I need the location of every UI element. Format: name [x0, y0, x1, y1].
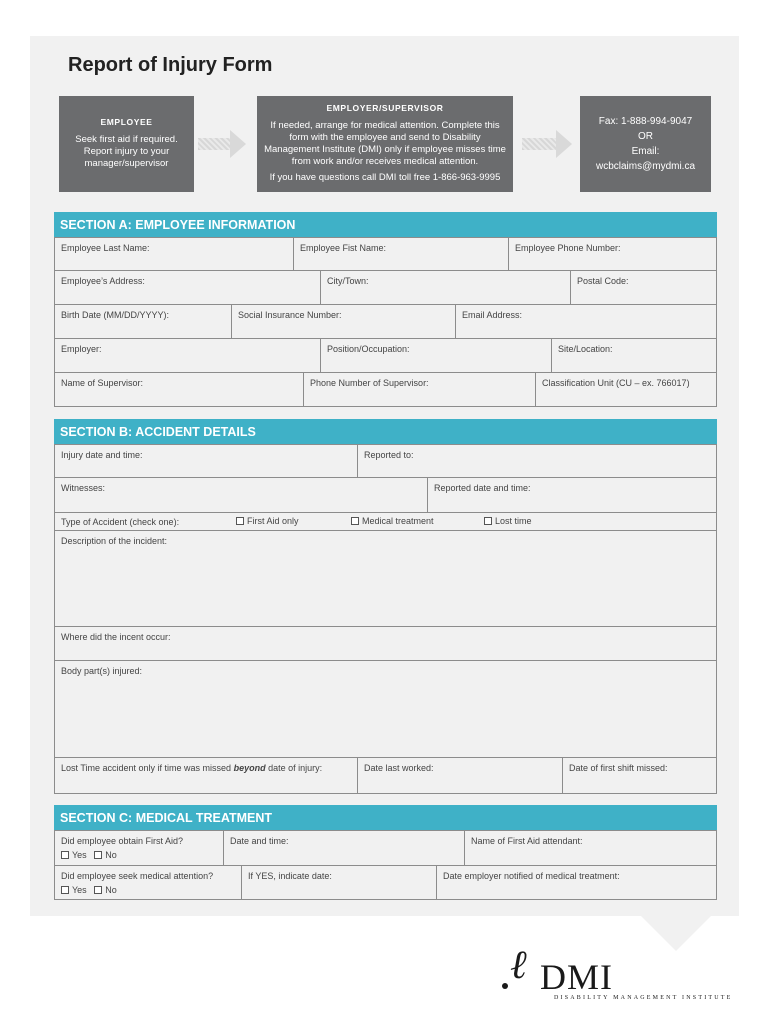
- section-b-heading: SECTION B: ACCIDENT DETAILS: [54, 419, 717, 444]
- employee-line: Report injury to your: [83, 146, 170, 157]
- first-shift-field[interactable]: Date of first shift missed:: [569, 763, 668, 773]
- injury-date-field[interactable]: Injury date and time:: [55, 445, 358, 477]
- section-a: [54, 212, 717, 407]
- form-row: [54, 305, 717, 339]
- employer-field[interactable]: Employer:: [55, 339, 321, 372]
- checkbox-icon[interactable]: [94, 886, 102, 894]
- checkbox-icon[interactable]: [94, 851, 102, 859]
- medical-yes-option[interactable]: Yes: [61, 885, 87, 895]
- section-a-heading: SECTION A: EMPLOYEE INFORMATION: [54, 212, 717, 237]
- email-field[interactable]: Email Address:: [462, 310, 523, 320]
- form-row: [54, 661, 717, 758]
- supervisor-heading: EMPLOYER/SUPERVISOR: [326, 103, 444, 113]
- checkbox-icon[interactable]: [236, 517, 244, 525]
- medical-date-field[interactable]: If YES, indicate date:: [242, 866, 437, 899]
- sin-field[interactable]: Social Insurance Number:: [232, 305, 456, 338]
- supervisor-line: If needed, arrange for medical attention. Complete this: [270, 120, 500, 131]
- email-label: Email:: [631, 146, 660, 157]
- employee-instructions-box: [59, 96, 194, 192]
- position-field[interactable]: Position/Occupation:: [321, 339, 552, 372]
- accident-type-label: Type of Accident (check one):: [61, 517, 180, 527]
- employee-heading: EMPLOYEE: [100, 117, 153, 127]
- form-row: [54, 478, 717, 513]
- first-aid-no-option[interactable]: No: [94, 850, 117, 860]
- supervisor-instructions-box: [257, 96, 513, 192]
- checkbox-icon[interactable]: [484, 517, 492, 525]
- right-arrow-icon: [522, 130, 574, 158]
- postal-code-field[interactable]: Postal Code:: [577, 276, 629, 286]
- form-row: [54, 513, 717, 531]
- form-row: [54, 627, 717, 661]
- supervisor-line: form with the employee and send to Disability: [289, 132, 481, 143]
- medical-no-option[interactable]: No: [94, 885, 117, 895]
- section-c-heading: SECTION C: MEDICAL TREATMENT: [54, 805, 717, 830]
- right-arrow-icon: [198, 130, 248, 158]
- supervisor-phone-field[interactable]: Phone Number of Supervisor:: [304, 373, 536, 406]
- site-field[interactable]: Site/Location:: [558, 344, 613, 354]
- first-aid-question: Did employee obtain First Aid? Yes No: [55, 831, 224, 865]
- supervisor-line: from work and/or receives medical attention.: [291, 156, 479, 167]
- logo-subtitle: DISABILITY MANAGEMENT INSTITUTE: [554, 995, 733, 1001]
- logo-text: DMI: [540, 957, 613, 997]
- section-c: [54, 805, 717, 900]
- first-aid-option[interactable]: First Aid only: [230, 513, 345, 530]
- form-row: [54, 830, 717, 866]
- form-row: [54, 339, 717, 373]
- supervisor-phone-line: If you have questions call DMI toll free 1-866-963-9995: [269, 172, 501, 183]
- contact-box: [580, 96, 711, 192]
- supervisor-name-field[interactable]: Name of Supervisor:: [55, 373, 304, 406]
- first-aid-yes-option[interactable]: Yes: [61, 850, 87, 860]
- fax-number: Fax: 1-888-994-9047: [598, 116, 693, 127]
- employee-line: Seek first aid if required.: [75, 134, 178, 145]
- medical-treatment-option[interactable]: Medical treatment: [345, 513, 478, 530]
- city-field[interactable]: City/Town:: [321, 271, 571, 304]
- logo-swoosh-icon: ℓ: [510, 942, 527, 987]
- employer-notified-field[interactable]: Date employer notified of medical treatment:: [443, 871, 620, 881]
- logo-dot-icon: [502, 983, 508, 989]
- reported-date-field[interactable]: Reported date and time:: [434, 483, 531, 493]
- first-aid-date-field[interactable]: Date and time:: [224, 831, 465, 865]
- address-field[interactable]: Employee’s Address:: [55, 271, 321, 304]
- form-row: [54, 531, 717, 627]
- date-last-worked-field[interactable]: Date last worked:: [358, 758, 563, 793]
- reported-to-field[interactable]: Reported to:: [364, 450, 414, 460]
- or-label: OR: [638, 131, 653, 142]
- form-row: [54, 866, 717, 900]
- checkbox-icon[interactable]: [351, 517, 359, 525]
- email-address: wcbclaims@mydmi.ca: [595, 161, 696, 172]
- form-row: [54, 271, 717, 305]
- classification-field[interactable]: Classification Unit (CU – ex. 766017): [542, 378, 690, 388]
- employee-line: manager/supervisor: [84, 158, 169, 169]
- checkbox-icon[interactable]: [61, 851, 69, 859]
- medical-question: Did employee seek medical attention? Yes No: [55, 866, 242, 899]
- form-row: [54, 758, 717, 794]
- form-row: [54, 373, 717, 407]
- last-name-field[interactable]: Employee Last Name:: [55, 238, 294, 270]
- location-field[interactable]: Where did the incent occur:: [61, 632, 171, 642]
- form-row: [54, 444, 717, 478]
- witnesses-field[interactable]: Witnesses:: [55, 478, 428, 512]
- description-field[interactable]: Description of the incident:: [61, 536, 168, 546]
- body-parts-field[interactable]: Body part(s) injured:: [61, 666, 143, 676]
- supervisor-line: Management Institute (DMI) only if employee misses time: [264, 144, 506, 155]
- page-title: Report of Injury Form: [68, 54, 273, 76]
- checkbox-icon[interactable]: [61, 886, 69, 894]
- lost-time-field[interactable]: Lost Time accident only if time was missed beyond date of injury:: [55, 758, 358, 793]
- phone-field[interactable]: Employee Phone Number:: [515, 243, 621, 253]
- lost-time-option[interactable]: Lost time: [478, 513, 716, 530]
- form-row: [54, 237, 717, 271]
- section-b: [54, 419, 717, 794]
- dmi-logo: [502, 942, 733, 1005]
- first-name-field[interactable]: Employee Fist Name:: [294, 238, 509, 270]
- attendant-name-field[interactable]: Name of First Aid attendant:: [471, 836, 583, 846]
- birth-date-field[interactable]: Birth Date (MM/DD/YYYY):: [55, 305, 232, 338]
- beyond-emphasis: beyond: [233, 763, 266, 773]
